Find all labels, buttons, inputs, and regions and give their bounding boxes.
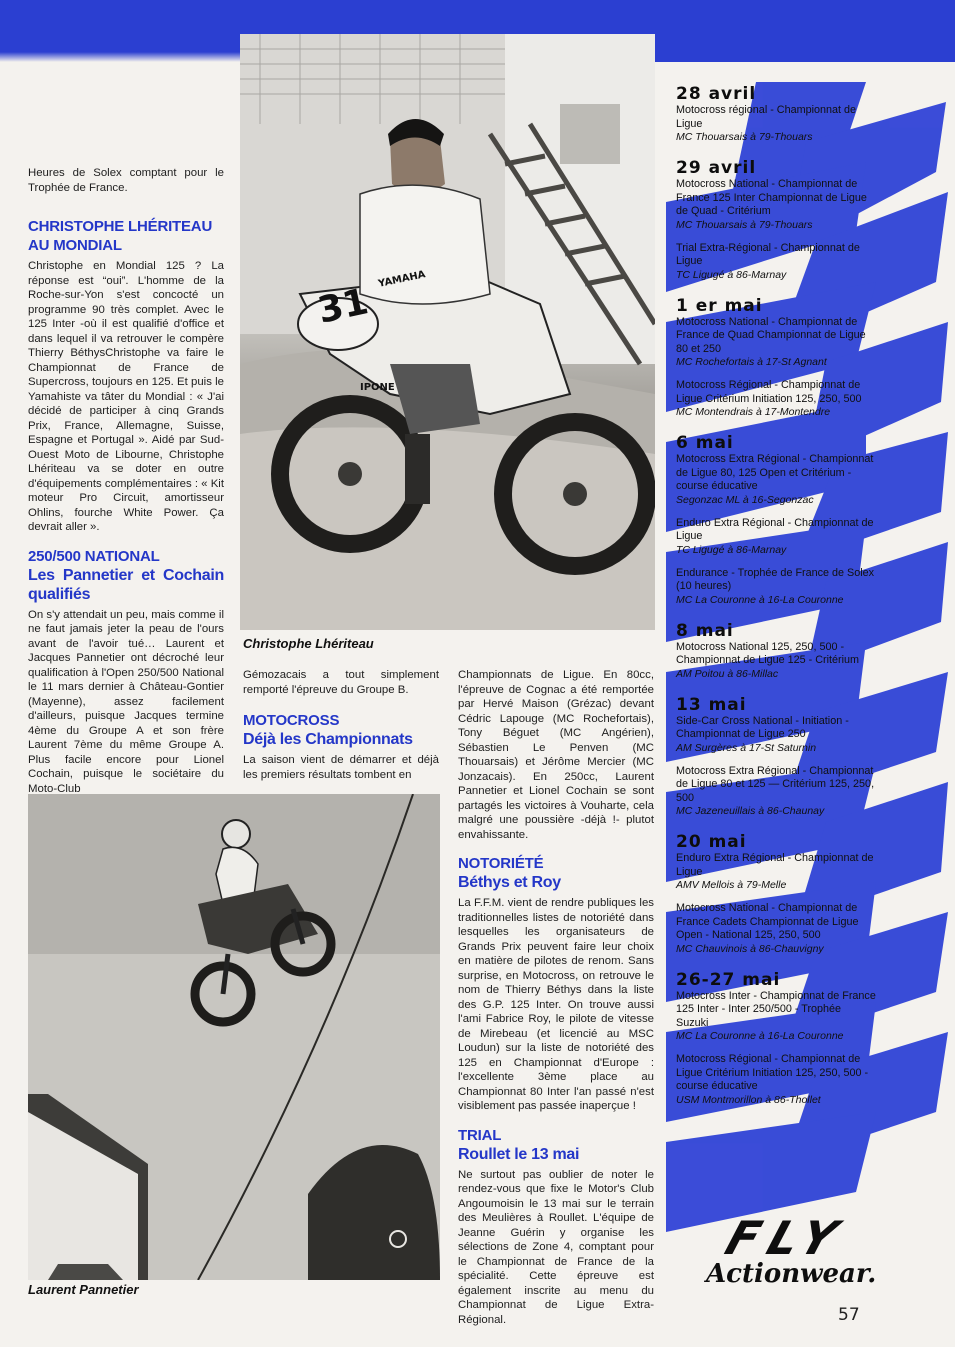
caption-photo2: Laurent Pannetier — [28, 1282, 139, 1297]
column-1 — [28, 166, 224, 796]
caption-photo1: Christophe Lhériteau — [243, 636, 374, 651]
calendar-event — [676, 902, 876, 956]
heading-trial-line2: Roullet le 13 mai — [458, 1145, 580, 1163]
event-place: MC Jazeneuillais à 86-Chaunay — [676, 805, 825, 817]
calendar-event — [676, 852, 876, 892]
heading-trial — [458, 1126, 654, 1164]
photo-rider-with-bike — [240, 34, 655, 630]
heading-lheriteau-line2: AU MONDIAL — [28, 237, 122, 254]
col2-para-saison: La saison vient de démarrer et déjà les premiers résultats tombent en — [243, 754, 439, 781]
date-label: 1 er mai — [676, 295, 763, 316]
event-title: Motocross National 125, 250, 500 - Championnat de Ligue 125 - Critérium — [676, 640, 860, 666]
calendar-event — [676, 517, 876, 557]
heading-lheriteau-line1: CHRISTOPHE LHÉRITEAU — [28, 218, 213, 235]
heading-motocross — [243, 711, 439, 749]
calendar-column — [666, 82, 948, 1242]
event-title: Motocross National - Championnat de France de Quad Championnat de Ligue 80 et 250 — [676, 315, 866, 355]
event-place: MC Montendrais à 17-Montendre — [676, 406, 831, 418]
calendar-date-28-avril — [676, 84, 876, 144]
heading-notoriete — [458, 854, 654, 892]
event-place: MC Rochefortais à 17-St Agnant — [676, 356, 827, 368]
fly-actionwear-logo — [706, 1211, 936, 1295]
calendar-event — [676, 1053, 876, 1107]
calendar-event — [676, 242, 876, 282]
top-band-fade — [0, 52, 245, 62]
column-2 — [243, 668, 439, 782]
heading-notoriete-line1: NOTORIÉTÉ — [458, 855, 544, 872]
date-label: 28 avril — [676, 84, 757, 104]
heading-motocross-line2: Déjà les Championnats — [243, 731, 413, 748]
col3-para-ligue: Championnats de Ligue. En 80cc, l'épreuve de Cognac a été remportée par Hervé Maison (Grézac) devant Cédric Lapouge (MC Rochefortais), Tony Béguet (MC Angérien), Sébastien Le Penven (MC Thouarsais) et Jérôme Mercier (MC Jonzacais). En 250cc, Laurent Pannetier et Lionel Cochain se sont partagés les victoires à Vouharte, cela malgré une poussière -déjà !- plutot envahissante. — [458, 669, 654, 841]
calendar-event — [676, 453, 876, 507]
calendar-event — [676, 715, 876, 755]
event-title: Motocross Extra Régional - Championnat de Ligue 80, 125 Open et Critérium - course éducative — [676, 453, 874, 492]
heading-notoriete-line2: Béthys et Roy — [458, 874, 561, 891]
event-title: Trial Extra-Régional - Championnat de Ligue — [676, 241, 860, 267]
photo-rider-jump — [28, 794, 440, 1280]
calendar-event — [676, 316, 876, 370]
date-label: 20 mai — [676, 832, 747, 852]
photo-christophe-lheriteau — [240, 34, 655, 630]
column-3 — [458, 668, 654, 1327]
event-title: Enduro Extra Régional - Championnat de Ligue — [676, 516, 874, 542]
event-title: Side-Car Cross National - Initiation - Championnat de Ligue 250 — [676, 714, 849, 740]
event-place: TC Ligugé à 86-Marnay — [676, 268, 787, 281]
heading-motocross-line1: MOTOCROSS — [243, 712, 340, 729]
calendar-date-1er-mai — [676, 296, 876, 420]
date-label: 8 mai — [676, 620, 734, 641]
event-place: MC La Couronne à 16-La Couronne — [676, 593, 844, 606]
col3-para-trial: Ne surtout pas oublier de noter le rendez-vous que fixe le Motor's Club Angoumoisin le 13 mai sur le terrain des Meulières à Roullet. L'équipe de Jeanne Guérin y organise les sélections de Zone 4, comptant pour le Championnat de France de la spécialité. Cette épreuve est également inscrite au menu du Championnat de Ligue Extra-Régional. — [458, 1168, 654, 1326]
event-title: Motocross Extra Régional - Championnat de Ligue 80 et 125 — Critérium 125, 250, 500 — [676, 764, 875, 804]
heading-lheriteau — [28, 217, 224, 255]
col1-para-pannetier: On s'y attendait un peu, mais comme il ne faut jamais jeter la peau de l'ours avant de l'avoir tué… Laurent et Jacques Pannetier ont décroché leur qualification à l'Open 250/500 National le 11 mars dernier à Château-Gontier (Mayenne), assez facilement d'ailleurs, puisque Jacques termine 4ème du Groupe A et son frère Laurent 7ème du même Groupe A. Plus facile encore pour Lionel Cochain, puisque le sociétaire du Moto-Club — [28, 608, 224, 795]
event-place: USM Montmorillon à 86-Thollet — [676, 1093, 821, 1106]
calendar-events — [676, 82, 876, 1117]
col1-para-lheriteau: Christophe en Mondial 125 ? La réponse est “oui”. L'homme de la Roche-sur-Yon s'est concocté un programme 90 très complet. Avec le 125 Inter -où il est qualifié d'office et dans lequel il va retrouver le compère Thierry BéthysChristophe va faire le Championnat de France de Supercross, toujours en 125. Et puis le Yamahiste va tâter du Mondial : « J'ai décidé de participer à cinq Grands Prix, France, Allemagne, Suisse, Espagne et Portugal ». Aidé par Sud-Ouest Moto de Libourne, Christophe Lhériteau va se doter en outre d'équipements complémentaires : « Kit moteur Pro Circuit, amortisseur Ohlins, fourche White Power. Ça devrait aller ». — [28, 260, 224, 533]
event-place: Segonzac ML à 16-Segonzac — [676, 493, 814, 506]
calendar-event — [676, 765, 876, 819]
calendar-event — [676, 990, 876, 1044]
calendar-date-20-mai — [676, 832, 876, 956]
date-label: 29 avril — [676, 158, 757, 178]
plate-number: 31 — [314, 281, 372, 332]
calendar-event — [676, 567, 876, 607]
event-title: Enduro Extra Régional - Championnat de Ligue — [676, 852, 874, 878]
heading-250-500-line1: 250/500 NATIONAL — [28, 547, 160, 565]
calendar-date-26-27-mai — [676, 970, 876, 1107]
event-place: AM Poitou à 86-Millac — [676, 667, 779, 680]
calendar-event — [676, 641, 876, 681]
event-title: Motocross National - Championnat de France 125 Inter Championnat de Ligue de Quad - Critérium — [676, 178, 867, 217]
calendar-date-29-avril — [676, 158, 876, 282]
event-title: Motocross régional - Championnat de Ligue — [676, 104, 857, 130]
event-place: MC Thouarsais à 79-Thouars — [676, 218, 813, 231]
calendar-date-8-mai — [676, 621, 876, 681]
col2-para-gemozacais: Gémozacais a tout simplement remporté l'épreuve du Groupe B. — [243, 669, 439, 696]
calendar-event — [676, 104, 876, 144]
col3-para-notoriete: La F.F.M. vient de rendre publiques les traditionnelles listes de notoriété dans lesquelles les organisateurs de Grands Prix peuvent faire leur choix en matière de pilotes de renom. Sans surprise, en Motocross, on retrouve le nom de Thierry Béthys dans la liste des G.P. 125 Inter. On trouve aussi l'ami Fabrice Roy, le pilote de vitesse de Mirebeau (et licencié au MSC Loudun) sur la liste de notoriété des 125 en Championnat d'Europe : l'excellente 3ème place au Championnat 80 Inter l'an passé n'est visiblement pas passée inaperçue ! — [458, 897, 654, 1112]
photo-laurent-pannetier — [28, 794, 440, 1280]
date-label: 13 mai — [676, 694, 747, 715]
calendar-date-13-mai — [676, 695, 876, 819]
heading-trial-line1: TRIAL — [458, 1126, 502, 1144]
event-title: Motocross Régional - Championnat de Ligue Critérium Initiation 125, 250, 500 - course éducative — [676, 1053, 869, 1092]
col1-para-intro: Heures de Solex comptant pour le Trophée de France. — [28, 167, 224, 194]
sponsor-text: IPONE — [360, 382, 395, 393]
event-title: Motocross Inter - Championnat de France 125 Inter - Inter 250/500 - Trophée Suzuki — [676, 989, 876, 1029]
event-place: MC Thouarsais à 79-Thouars — [676, 131, 813, 143]
calendar-event — [676, 178, 876, 232]
event-place: MC Chauvinois à 86-Chauvigny — [676, 942, 824, 955]
logo-actionwear-text: Actionwear. — [706, 1259, 877, 1289]
calendar-date-6-mai — [676, 433, 876, 607]
event-title: Endurance - Trophée de France de Solex (10 heures) — [676, 566, 875, 592]
event-place: MC La Couronne à 16-La Couronne — [676, 1030, 844, 1042]
heading-250-500-line2: Les Pannetier et Cochain qualifiés — [28, 566, 224, 603]
date-label: 6 mai — [676, 433, 734, 453]
calendar-event — [676, 379, 876, 419]
event-title: Motocross National - Championnat de France Cadets Championnat de Ligue Open - National 125, 250, 500 — [676, 902, 859, 941]
event-title: Motocross Régional - Championnat de Ligue Critérium Initiation 125, 250, 500 — [676, 379, 862, 405]
logo-fly-text: FLY — [719, 1211, 854, 1265]
event-place: AMV Mellois à 79-Melle — [676, 879, 787, 891]
event-place: AM Surgères à 17-St Saturnin — [676, 741, 817, 754]
heading-250-500 — [28, 547, 224, 604]
page-number: 57 — [838, 1305, 860, 1325]
event-place: TC Ligugé à 86-Marnay — [676, 543, 787, 556]
bike-brand-text: YAMAHA — [377, 269, 427, 290]
date-label: 26-27 mai — [676, 969, 781, 990]
